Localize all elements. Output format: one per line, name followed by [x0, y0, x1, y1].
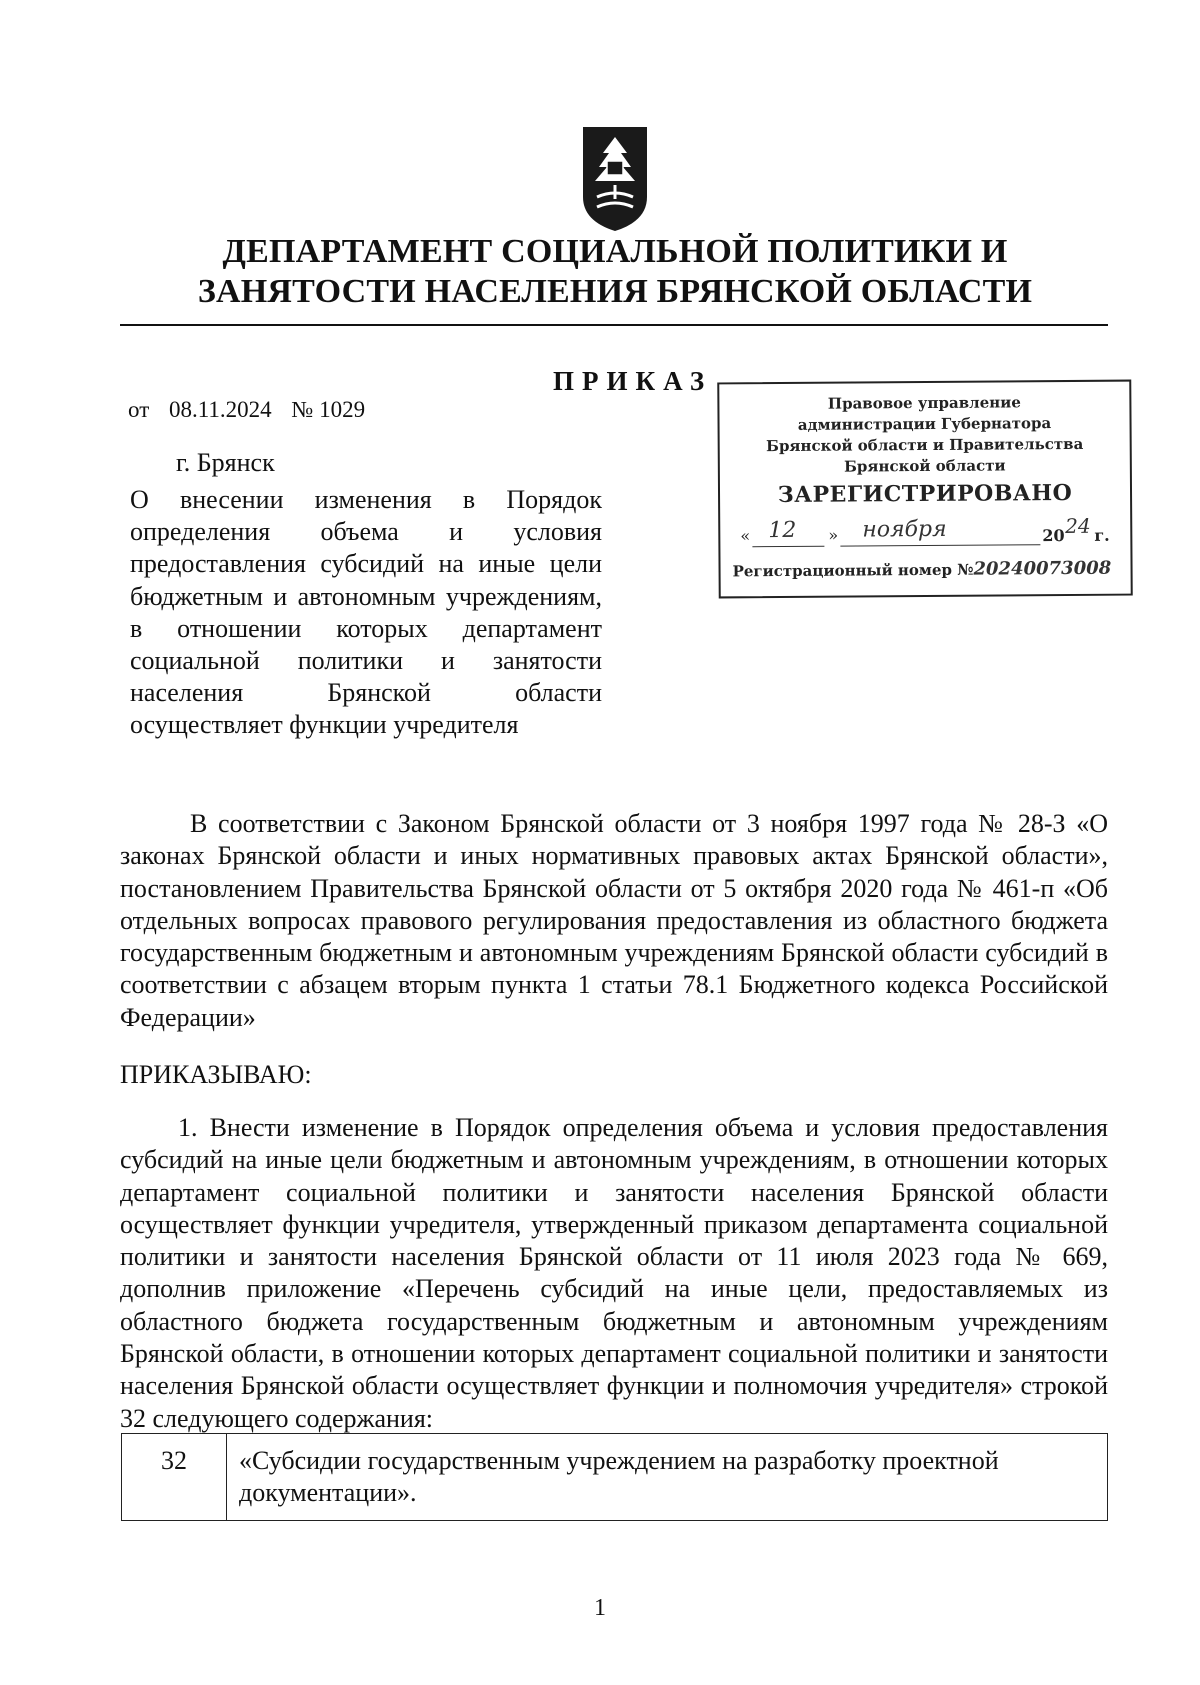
- stamp-year-suffix: 24: [1065, 513, 1091, 539]
- city: г. Брянск: [176, 448, 275, 477]
- stamp-year-prefix: 20: [1042, 526, 1065, 546]
- order-title: ПРИКАЗ: [553, 366, 713, 396]
- stamp-day: 12: [768, 517, 797, 544]
- row-number: 32: [122, 1434, 227, 1521]
- stamp-organization: Правовое управление администрации Губернатора Брянской области и Правительства Брянской области: [766, 393, 1084, 476]
- department-title: ДЕПАРТАМЕНТ СОЦИАЛЬНОЙ ПОЛИТИКИ И ЗАНЯТОСТИ НАСЕЛЕНИЯ БРЯНСКОЙ ОБЛАСТИ: [197, 233, 1033, 310]
- stamp-registered-label: ЗАРЕГИСТРИРОВАНО: [777, 479, 1073, 509]
- stamp-reg-number: Регистрационный номер №20240073008: [732, 557, 1112, 581]
- order-number: № 1029: [291, 397, 366, 422]
- order-date: 08.11.2024: [169, 397, 272, 422]
- row-text: «Субсидии государственным учреждением на разработку проектной документации».: [227, 1434, 1108, 1521]
- item-1: 1. Внести изменение в Порядок определения объема и условия предоставления субсидий на иные цели бюджетным и автономным учреждениям, в отношении которых департамент социальной политики и занятости населения Брянской области осуществляет функции учредителя, утвержденный приказом департамента социальной политики и занятости населения Брянской области от 11 июля 2023 года № 669, дополнив приложение «Перечень субсидий на иные цели, предоставляемых из областного бюджета государственным бюджетным и автономным учреждениям Брянской области, в отношении которых департамент социальной политики и занятости населения Брянской области осуществляет функции и полномочия учредителя» строкой 32 следующего содержания:: [120, 1113, 1108, 1433]
- table-row: [122, 1434, 1108, 1521]
- stamp-month: ноября: [862, 516, 947, 543]
- order-date-number: [128, 397, 379, 423]
- coat-of-arms-icon: [579, 123, 651, 235]
- registration-stamp: [717, 380, 1132, 599]
- date-prefix: от: [128, 397, 150, 422]
- page-number: 1: [594, 1595, 606, 1621]
- stamp-year-unit: г.: [1094, 525, 1110, 545]
- appendix-row-table: [121, 1433, 1108, 1521]
- stamp-date: « 12 » ноября 20 24 г.: [740, 513, 1110, 546]
- stamp-reg-number-value: 20240073008: [973, 557, 1112, 580]
- order-subject: О внесении изменения в Порядок определения объема и условия предоставления субсидий на иные цели бюджетным и автономным учреждениям, в отношении которых департамент социальной политики и занятости населения Брянской области осуществляет функции учредителя: [130, 485, 602, 740]
- header-divider: [120, 324, 1108, 326]
- command-word: ПРИКАЗЫВАЮ:: [120, 1060, 312, 1089]
- preamble: В соответствии с Законом Брянской области от 3 ноября 1997 года № 28-З «О законах Брянской области и иных нормативных правовых актах Брянской области», постановлением Правительства Брянской области от 5 октября 2020 года № 461-п «Об отдельных вопросах правового регулирования предоставления из областного бюджета государственным бюджетным и автономным учреждениям Брянской области субсидий в соответствии с абзацем вторым пункта 1 статьи 78.1 Бюджетного кодекса Российской Федерации»: [120, 809, 1108, 1032]
